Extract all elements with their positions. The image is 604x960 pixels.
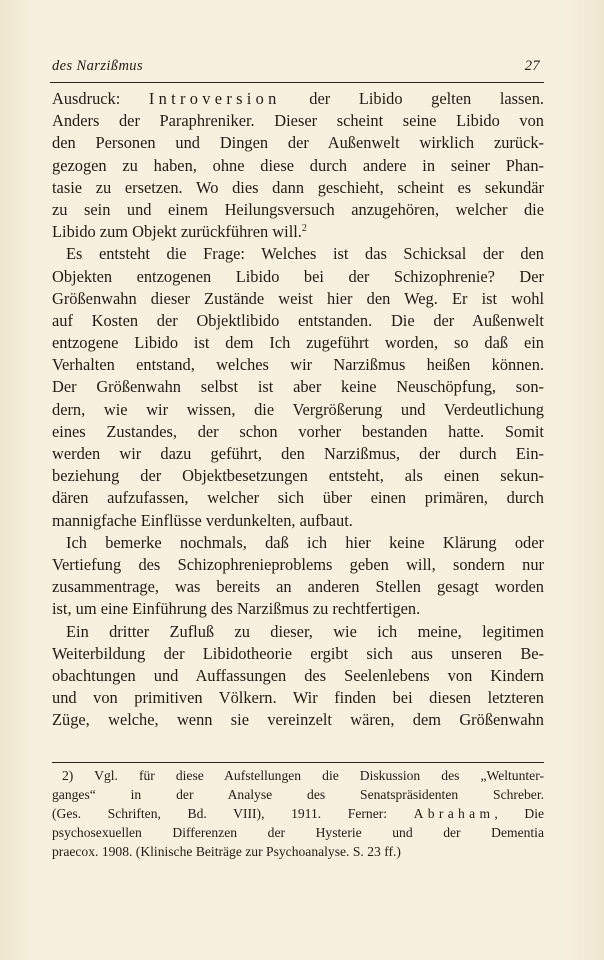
line-text: Der Größenwahn selbst ist aber keine Neuschöpfung, son- — [52, 377, 544, 397]
line-text: auf Kosten der Objektlibido entstanden. Die der Außenwelt — [52, 310, 544, 330]
text-line — [52, 643, 544, 665]
text-line — [52, 110, 544, 132]
text-line — [52, 132, 544, 154]
line-text: Vertiefung des Schizophrenieproblems geben will, sondern nur — [52, 554, 544, 574]
line-text: psychosexuellen Differenzen der Hysterie und der Dementia — [52, 825, 544, 840]
line-text: und von primitiven Völkern. Wir finden bei diesen letzteren — [52, 688, 544, 708]
text-line — [52, 376, 544, 398]
line-text: Züge, welche, wenn sie vereinzelt wären, dem Größenwahn — [52, 710, 544, 730]
line-text: Ausdruck: — [52, 89, 149, 108]
text-line — [52, 532, 544, 554]
line-text: zusammentrage, was bereits an anderen Stellen gesagt worden — [52, 577, 544, 597]
line-text: werden wir dazu geführt, den Narzißmus, der durch Ein- — [52, 444, 544, 463]
line-text: , Die — [494, 806, 544, 821]
text-line — [52, 598, 544, 620]
line-text: (Ges. Schriften, Bd. VIII), 1911. Ferner: — [52, 806, 414, 821]
text-line — [52, 332, 544, 354]
line-text: Libido zum Objekt zurückführen will. — [52, 222, 302, 242]
line-text: Ich bemerke nochmals, daß ich hier keine Klärung oder — [66, 532, 544, 552]
running-header — [52, 58, 540, 82]
line-text: eines Zustandes, der schon vorher bestanden hatte. Somit — [52, 421, 544, 441]
text-line — [52, 199, 544, 221]
footnote-line — [52, 842, 544, 861]
text-line — [52, 443, 544, 465]
body-text — [52, 88, 544, 731]
line-text: Objekten entzogenen Libido bei der Schizophrenie? Der — [52, 266, 544, 286]
text-line — [52, 709, 544, 731]
text-line — [52, 576, 544, 598]
line-text: Größenwahn dieser Zustände weist hier den Weg. Er ist wohl — [52, 288, 544, 308]
line-text: zu sein und einem Heilungsversuch anzugehören, welcher die — [52, 199, 544, 219]
footnote-line — [52, 785, 544, 804]
text-line — [52, 421, 544, 443]
text-line — [52, 266, 544, 288]
line-text: tasie zu ersetzen. Wo dies dann geschieht, scheint es sekundär — [52, 177, 544, 197]
line-text: dern, wie wir wissen, die Vergrößerung und Verdeutlichung — [52, 399, 544, 419]
line-text: Weiterbildung der Libidotheorie ergibt sich aus unseren Be- — [52, 643, 544, 663]
page-number: 27 — [524, 58, 540, 74]
line-text: dären aufzufassen, welcher sich über einen primären, durch — [52, 488, 544, 508]
text-line — [52, 621, 544, 643]
line-text: praecox. 1908. (Klinische Beiträge zur Psychoanalyse. S. 23 ff.) — [52, 844, 401, 859]
footnote-line — [52, 804, 544, 823]
text-line — [52, 310, 544, 332]
text-line — [52, 155, 544, 177]
line-text: mannigfache Einflüsse verdunkelten, aufbaut. — [52, 510, 353, 530]
footnote-marker[interactable]: 2 — [301, 223, 307, 235]
line-text: ist, um eine Einführung des Narzißmus zu rechtfertigen. — [52, 599, 421, 619]
line-text: der Libido gelten lassen. — [280, 89, 544, 108]
line-text: 2) Vgl. für diese Aufstellungen die Diskussion des „Weltunter- — [62, 768, 544, 783]
footnote-rule — [52, 762, 544, 763]
spaced-emphasis: Abraham — [413, 806, 495, 821]
line-text: den Personen und Dingen der Außenwelt wirklich zurück- — [52, 133, 544, 153]
text-line — [52, 465, 544, 487]
text-line — [52, 554, 544, 576]
text-line — [52, 221, 544, 243]
line-text: Ein dritter Zufluß zu dieser, wie ich meine, legitimen — [66, 621, 544, 641]
footnote — [52, 766, 544, 861]
line-text: entzogene Libido ist dem Ich zugeführt worden, so daß ein — [52, 333, 544, 353]
spaced-emphasis: Introversion — [148, 89, 281, 108]
running-title: des Narzißmus — [52, 58, 144, 74]
text-line — [52, 487, 544, 509]
text-line — [52, 243, 544, 265]
text-line — [52, 399, 544, 421]
line-text: Anders der Paraphreniker. Dieser scheint seine Libido von — [52, 111, 544, 131]
line-text: ganges“ in der Analyse des Senatspräsidenten Schreber. — [52, 787, 544, 802]
text-line — [52, 687, 544, 709]
line-text: Es entsteht die Frage: Welches ist das Schicksal der den — [66, 244, 544, 264]
text-line — [52, 88, 544, 110]
text-line — [52, 510, 544, 532]
line-text: beziehung der Objektbesetzungen entsteht, als einen sekun- — [52, 466, 544, 486]
text-line — [52, 177, 544, 199]
text-line — [52, 354, 544, 376]
line-text: obachtungen und Auffassungen des Seelenlebens von Kindern — [52, 665, 544, 685]
header-rule — [50, 82, 544, 83]
line-text: gezogen zu haben, ohne diese durch andere in seiner Phan- — [52, 155, 544, 175]
footnote-line — [52, 766, 544, 785]
line-text: Verhalten entstand, welches wir Narzißmus heißen können. — [52, 355, 544, 375]
text-line — [52, 288, 544, 310]
footnote-line — [52, 823, 544, 842]
text-line — [52, 665, 544, 687]
